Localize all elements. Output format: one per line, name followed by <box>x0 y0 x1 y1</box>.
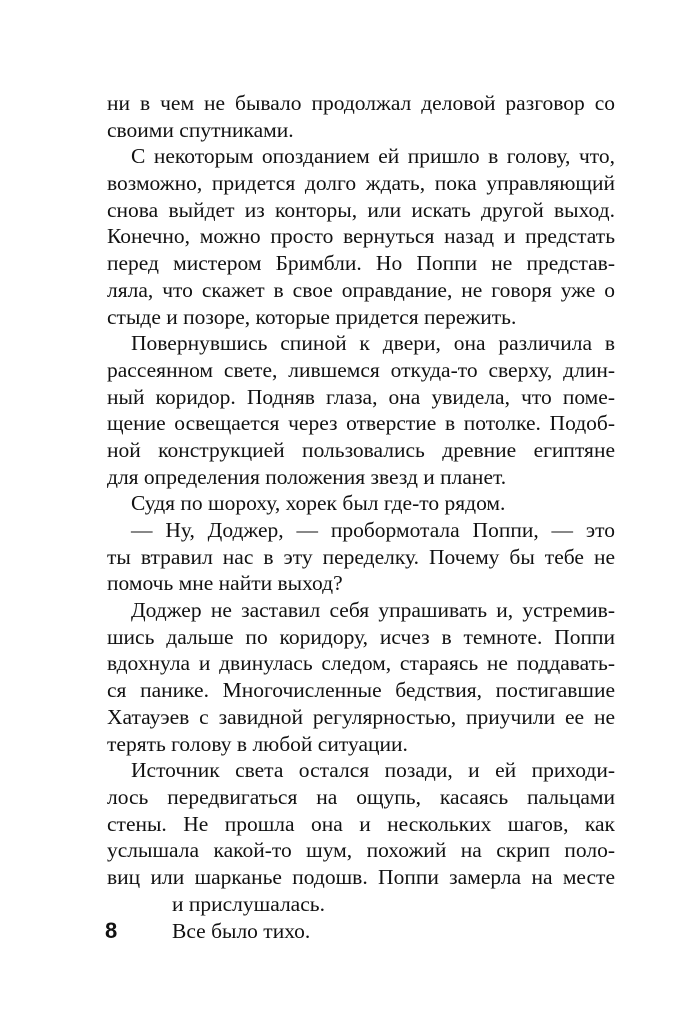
final-text-line: Все было тихо. <box>172 919 311 943</box>
text-line: услышала какой-то шум, похожий на скрип поло- <box>107 838 615 863</box>
text-line: шись дальше по коридору, исчез в темноте. Поппи <box>107 624 615 649</box>
body-text <box>107 90 615 917</box>
text-line: рассеянном свете, лившемся откуда-то сверху, длин- <box>107 357 615 382</box>
text-line: стыде и позоре, которые придется пережить. <box>107 304 517 329</box>
text-line: виц или шарканье подошв. Поппи замерла на месте <box>107 864 615 889</box>
text-line: ляла, что скажет в свое оправдание, не говоря уже о <box>107 277 615 302</box>
text-line: ный коридор. Подняв глаза, она увидела, что поме- <box>107 384 615 409</box>
text-line: ты втравил нас в эту переделку. Почему бы тебе не <box>107 544 615 569</box>
text-line: и прислушалась. <box>172 891 325 916</box>
text-line: стены. Не прошла она и нескольких шагов, как <box>107 811 615 836</box>
text-line: снова выйдет из конторы, или искать другой выход. <box>107 197 615 222</box>
text-line: Судя по шороху, хорек был где-то рядом. <box>131 491 506 516</box>
text-line: своими спутниками. <box>107 117 294 142</box>
text-line: ной конструкцией пользовались древние египтяне <box>107 437 615 462</box>
text-line: помочь мне найти выход? <box>107 571 343 596</box>
text-line: — Ну, Доджер, — пробормотала Поппи, — это <box>131 518 615 542</box>
text-line: для определения положения звезд и планет. <box>107 464 507 489</box>
text-line: щение освещается через отверстие в потолке. Подоб- <box>107 411 615 436</box>
text-line: Повернувшись спиной к двери, она различила в <box>131 331 615 356</box>
text-line: Хатауэев с завидной регулярностью, приучили ее не <box>107 704 615 729</box>
text-line: С некоторым опозданием ей пришло в голову, что, <box>131 144 615 169</box>
text-line: возможно, придется долго ждать, пока управляющий <box>107 171 615 196</box>
page-number: 8 <box>105 918 118 943</box>
text-line: ся панике. Многочисленные бедствия, постигавшие <box>107 678 615 703</box>
text-line: ни в чем не бывало продолжал деловой разговор со <box>107 91 615 115</box>
text-line: лось передвигаться на ощупь, касаясь пальцами <box>107 784 615 809</box>
text-line: Источник света остался позади, и ей приходи- <box>131 758 615 783</box>
text-line: терять голову в любой ситуации. <box>107 731 408 756</box>
text-line: Доджер не заставил себя упрашивать и, устремив- <box>131 598 615 623</box>
text-line: Конечно, можно просто вернуться назад и предстать <box>107 224 615 249</box>
text-line: перед мистером Бримбли. Но Поппи не представ- <box>107 251 615 276</box>
text-line: вдохнула и двинулась следом, стараясь не поддавать- <box>107 651 615 676</box>
